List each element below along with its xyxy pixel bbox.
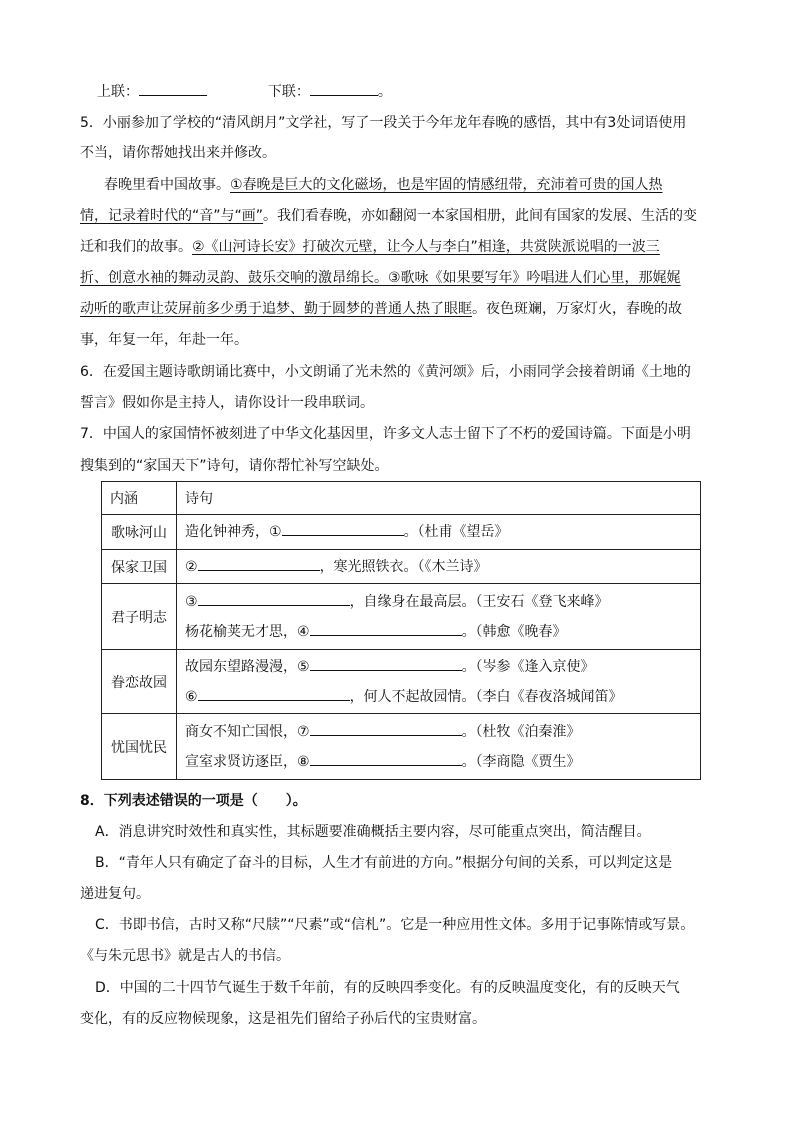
q7-line-2: 搜集到的“家国天下”诗句，请你帮忙补写空缺处。 (80, 458, 389, 474)
fill-blank[interactable] (310, 621, 462, 636)
q8-option-c: C．书即书信，古时又称“尺牍”“尺素”或“信札”。它是一种应用性文体。多用于记事陈情或写景。 (95, 917, 695, 933)
q5-passage-line-3 (80, 237, 660, 257)
q5-passage-line-4 (80, 268, 681, 288)
passage-text: 。我们看春晚，亦如翻阅一本家国相册，此间有国家的发展、生活的变 (263, 208, 698, 224)
underlined-sentence-2: ②《山河诗长安》打破次元壁，让今人与李白”相逢，共赏陕派说唱的一波三 (192, 239, 660, 255)
poem-line: 故园东望路漫漫，⑤ 。（岑参《逢入京使》 (185, 652, 692, 682)
fill-blank[interactable] (310, 656, 462, 671)
q8-option-c-cont: 《与朱元思书》就是古人的书信。 (80, 948, 290, 964)
q5-passage-line-6: 事，年复一年，年赴一年。 (80, 332, 248, 348)
header-theme: 内涵 (102, 482, 177, 515)
poem-line: 杨花榆荚无才思，④ 。（韩愈《晚春》 (185, 617, 692, 647)
couplet-line (97, 81, 392, 102)
passage-text: 春晚里看中国故事。 (104, 177, 230, 193)
q5-prompt-line-2: 不当，请你帮她找出来并修改。 (80, 145, 276, 161)
underlined-sentence-3: ③歌咏《如果要写年》吟唱进人们心里，那娓娓 (388, 270, 681, 286)
underlined-sentence-3-end: 动听的歌声让荧屏前多少勇于追梦、勤于圆梦的普通人热了眼眶 (80, 301, 472, 317)
passage-text: 迁和我们的故事。 (80, 239, 192, 255)
q8-option-d: D．中国的二十四节气诞生于数千年前，有的反映四季变化。有的反映温度变化，有的反映天气 (95, 980, 680, 996)
fill-blank[interactable] (198, 686, 350, 701)
underlined-sentence-1-end: 情，记录着时代的“音”与“画” (80, 208, 264, 224)
blank-number: ① (269, 524, 282, 540)
passage-text: 。夜色斑斓，万家灯火，春晚的故 (472, 301, 682, 317)
q5-passage-line-2 (80, 206, 697, 226)
lower-couplet-blank (310, 81, 378, 96)
blank-number: ⑦ (297, 723, 310, 740)
poem-line: 造化钟神秀，① 。（杜甫《望岳》 (185, 517, 692, 547)
poem-line: ⑥ ，何人不起故园情。（李白《春夜洛城闻笛》 (185, 682, 692, 712)
poem-line: 商女不知亡国恨，⑦ 。（杜牧《泊秦淮》 (185, 717, 692, 747)
underlined-sentence-2-end: 折、创意水袖的舞动灵韵、鼓乐交响的激昂绵长。 (80, 270, 388, 286)
table-row (102, 550, 701, 584)
table-row (102, 714, 701, 780)
table-row (102, 515, 701, 550)
theme-cell: 忧国忧民 (102, 714, 177, 780)
table-row (102, 584, 701, 650)
q8-prompt: 8．下列表述错误的一项是（ ）。 (80, 793, 307, 809)
underlined-sentence-1: ①春晚是巨大的文化磁场，也是牢固的情感纽带，充沛着可贵的国人热 (230, 177, 663, 193)
upper-couplet-blank (139, 81, 207, 96)
q8-option-a: A．消息讲究时效性和真实性，其标题要准确概括主要内容，尽可能重点突出，简洁醒目。 (95, 824, 651, 840)
header-poem: 诗句 (177, 482, 701, 515)
q8-option-b-cont: 递进复句。 (80, 886, 150, 902)
fill-blank[interactable] (310, 721, 462, 736)
couplet-end-mark: 。 (377, 84, 392, 100)
blank-number: ⑧ (297, 753, 310, 770)
lower-couplet-label: 下联： (267, 84, 310, 100)
poem-cell (177, 550, 701, 584)
fill-blank[interactable] (198, 591, 350, 606)
q7-line-1: 7．中国人的家国情怀被刻进了中华文化基因里，许多文人志士留下了不朽的爱国诗篇。下面是小明 (80, 426, 691, 442)
table-header-row (102, 482, 701, 515)
poem-cell (177, 714, 701, 780)
theme-cell: 歌咏河山 (102, 515, 177, 550)
q5-passage-line-1 (104, 175, 663, 195)
fill-blank[interactable] (282, 521, 404, 536)
q5-prompt-line-1: 5．小丽参加了学校的“清风朗月”文学社，写了一段关于今年龙年春晚的感悟，其中有3处词语使用 (80, 115, 687, 131)
theme-cell: 眷恋故园 (102, 650, 177, 714)
q8-option-b: B．“青年人只有确定了奋斗的目标，人生才有前进的方向。”根据分句间的关系，可以判定这是 (95, 855, 673, 871)
poem-cell (177, 584, 701, 650)
upper-couplet-label: 上联： (97, 84, 139, 100)
poem-line: ② ，寒光照铁衣。（《木兰诗》 (185, 552, 692, 582)
theme-cell: 保家卫国 (102, 550, 177, 584)
theme-cell: 君子明志 (102, 584, 177, 650)
q6-line-1: 6．在爱国主题诗歌朗诵比赛中，小文朗诵了光未然的《黄河颂》后，小雨同学会接着朗诵《土地的 (80, 364, 691, 380)
fill-blank[interactable] (310, 751, 462, 766)
poem-table (101, 481, 701, 780)
poem-cell (177, 650, 701, 714)
poem-cell (177, 515, 701, 550)
blank-number: ④ (297, 623, 310, 640)
blank-number: ⑤ (297, 658, 310, 675)
q8-option-d-cont: 变化，有的反应物候现象，这是祖先们留给子孙后代的宝贵财富。 (80, 1011, 486, 1027)
q6-line-2: 誓言》假如你是主持人，请你设计一段串联词。 (80, 395, 374, 411)
blank-number: ② (185, 558, 198, 575)
blank-number: ③ (185, 593, 198, 610)
fill-blank[interactable] (198, 556, 320, 571)
q5-passage-line-5 (80, 299, 682, 319)
poem-line: 宣室求贤访逐臣，⑧ 。（李商隐《贾生》 (185, 747, 692, 777)
poem-line: ③ ，自缘身在最高层。（王安石《登飞来峰》 (185, 587, 692, 617)
table-row (102, 650, 701, 714)
blank-number: ⑥ (185, 688, 198, 705)
